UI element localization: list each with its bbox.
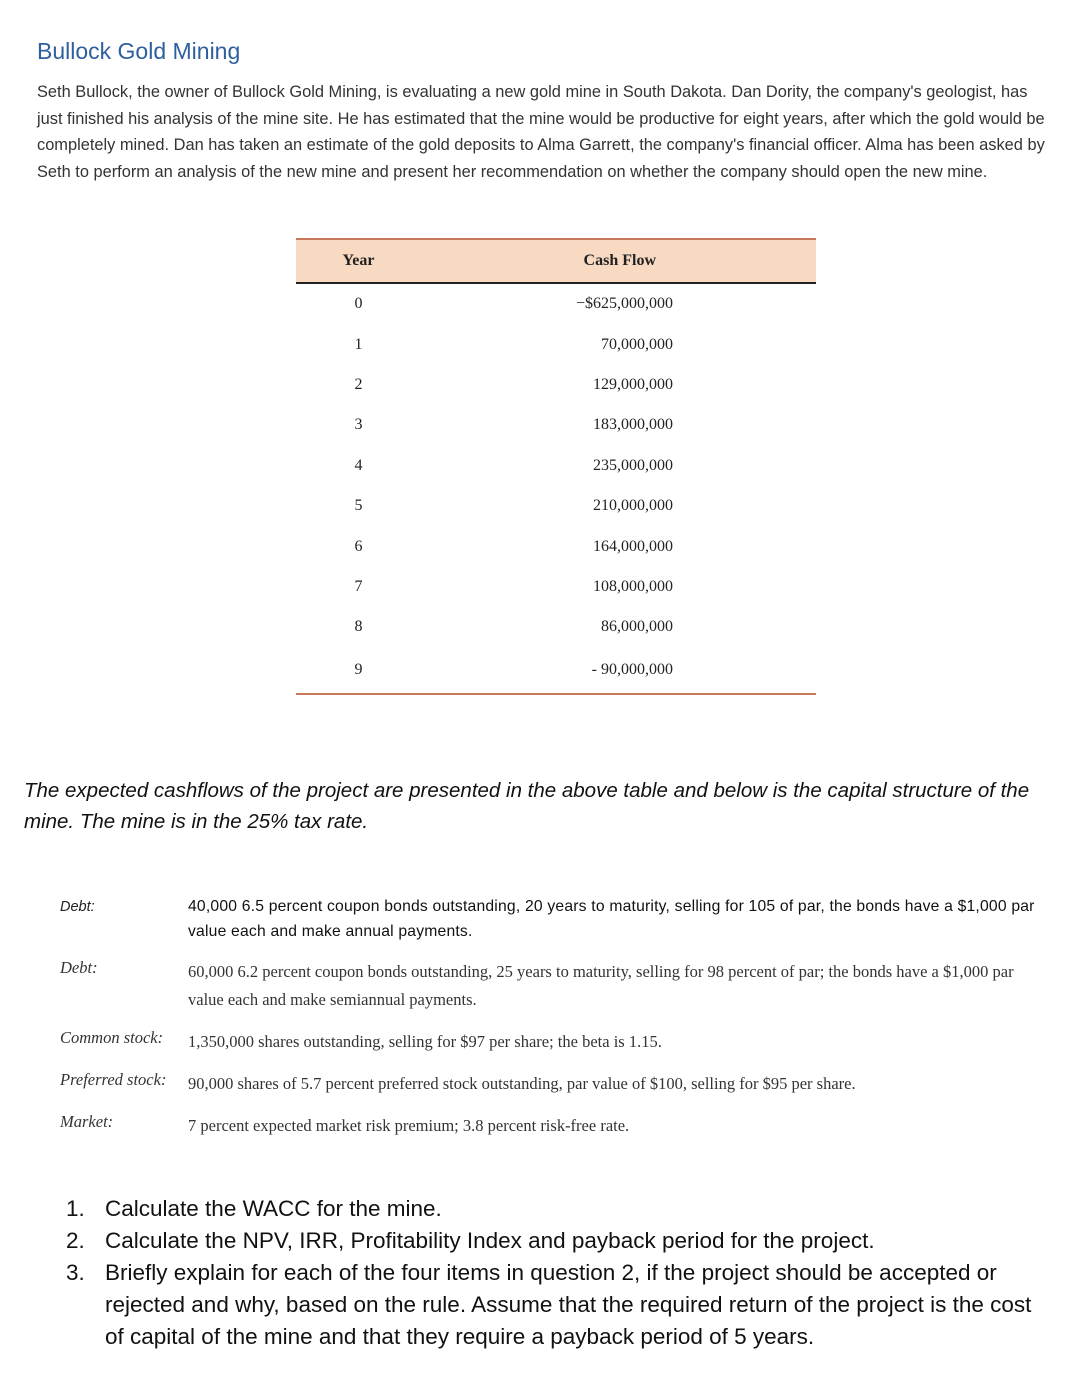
capital-item-text: 90,000 shares of 5.7 percent preferred stock outstanding, par value of $100, selling for $95 per share. [188,1074,856,1093]
year-cell: 0 [354,295,363,313]
cash-flow-cell: 86,000,000 [601,618,673,636]
table-header-row [296,239,816,283]
table-row [296,567,816,607]
question-text: Calculate the NPV, IRR, Profitability Index and payback period for the project. [105,1228,875,1253]
table-row [296,283,816,324]
table-row [296,607,816,647]
capital-item-label: Market: [60,1112,114,1131]
cash-flow-cell: 210,000,000 [593,497,673,515]
cash-flow-table [296,238,816,695]
year-cell: 5 [354,497,363,515]
cash-flow-cell: 164,000,000 [593,537,673,555]
cash-flow-cell: 235,000,000 [593,456,673,474]
year-cell: 1 [354,335,363,353]
year-cell: 6 [354,537,363,555]
table-row [296,365,816,405]
year-cell: 7 [354,577,363,595]
cash-flow-cell: 70,000,000 [601,335,673,353]
capital-structure-note: The expected cashflows of the project are presented in the above table and below is the capital structure of the mine. The mine is in the 25% tax rate. [24,779,1030,833]
question-list [66,1193,1056,1353]
year-cell: 2 [354,375,363,393]
table-row [296,405,816,445]
cash-flow-cell: −$625,000,000 [575,295,673,313]
year-column-header: Year [296,239,421,283]
cash-flow-cell: 129,000,000 [593,375,673,393]
capital-item-text: 60,000 6.2 percent coupon bonds outstanding, 25 years to maturity, selling for 98 percent of par; the bonds have a $1,000 par value each and make semiannual payments. [188,962,1014,1009]
capital-item-text: 40,000 6.5 percent coupon bonds outstanding, 20 years to maturity, selling for 105 of par, the bonds have a $1,000 par value each and make annual payments. [188,898,1035,940]
page-title: Bullock Gold Mining [37,38,241,64]
capital-item-label: Preferred stock: [60,1070,167,1089]
question-item [66,1257,1056,1353]
question-text: Briefly explain for each of the four items in question 2, if the project should be accepted or rejected and why, based on the rule. Assume that the required return of the project is the cost of capital of the mine and that they require a payback period of 5 years. [105,1260,1032,1349]
cash-flow-column-header: Cash Flow [421,239,816,283]
table-row [296,486,816,526]
year-cell: 8 [354,618,363,636]
capital-item-label: Debt: [60,899,95,915]
cash-flow-cell: 183,000,000 [593,416,673,434]
question-item [66,1193,1056,1225]
cash-flow-cell: 108,000,000 [593,577,673,595]
year-cell: 4 [354,456,363,474]
question-item [66,1225,1056,1257]
question-number: 2. [66,1228,85,1253]
capital-item-label: Common stock: [60,1028,164,1047]
table-row [296,648,816,694]
cash-flow-cell: - 90,000,000 [421,648,816,694]
table-row [296,446,816,486]
question-text: Calculate the WACC for the mine. [105,1196,442,1221]
question-number: 3. [66,1260,85,1285]
capital-item-label: Debt: [60,958,98,977]
intro-paragraph: Seth Bullock, the owner of Bullock Gold Mining, is evaluating a new gold mine in South Dakota. Dan Dority, the company's geologist, has just finished his analysis of the mine site. He has estimated that the mine would be productive for eight years, after which the gold would be completely mined. Dan has taken an estimate of the gold deposits to Alma Garrett, the company's financial officer. Alma has been asked by Seth to perform an analysis of the new mine and present her recommendation on whether the company should open the new mine. [37,83,1045,181]
table-row [296,526,816,566]
year-cell: 9 [296,648,421,694]
capital-item-text: 7 percent expected market risk premium; 3.8 percent risk-free rate. [188,1116,630,1135]
capital-item-text: 1,350,000 shares outstanding, selling for $97 per share; the beta is 1.15. [188,1032,662,1051]
question-number: 1. [66,1196,85,1221]
table-row [296,324,816,364]
year-cell: 3 [354,416,363,434]
